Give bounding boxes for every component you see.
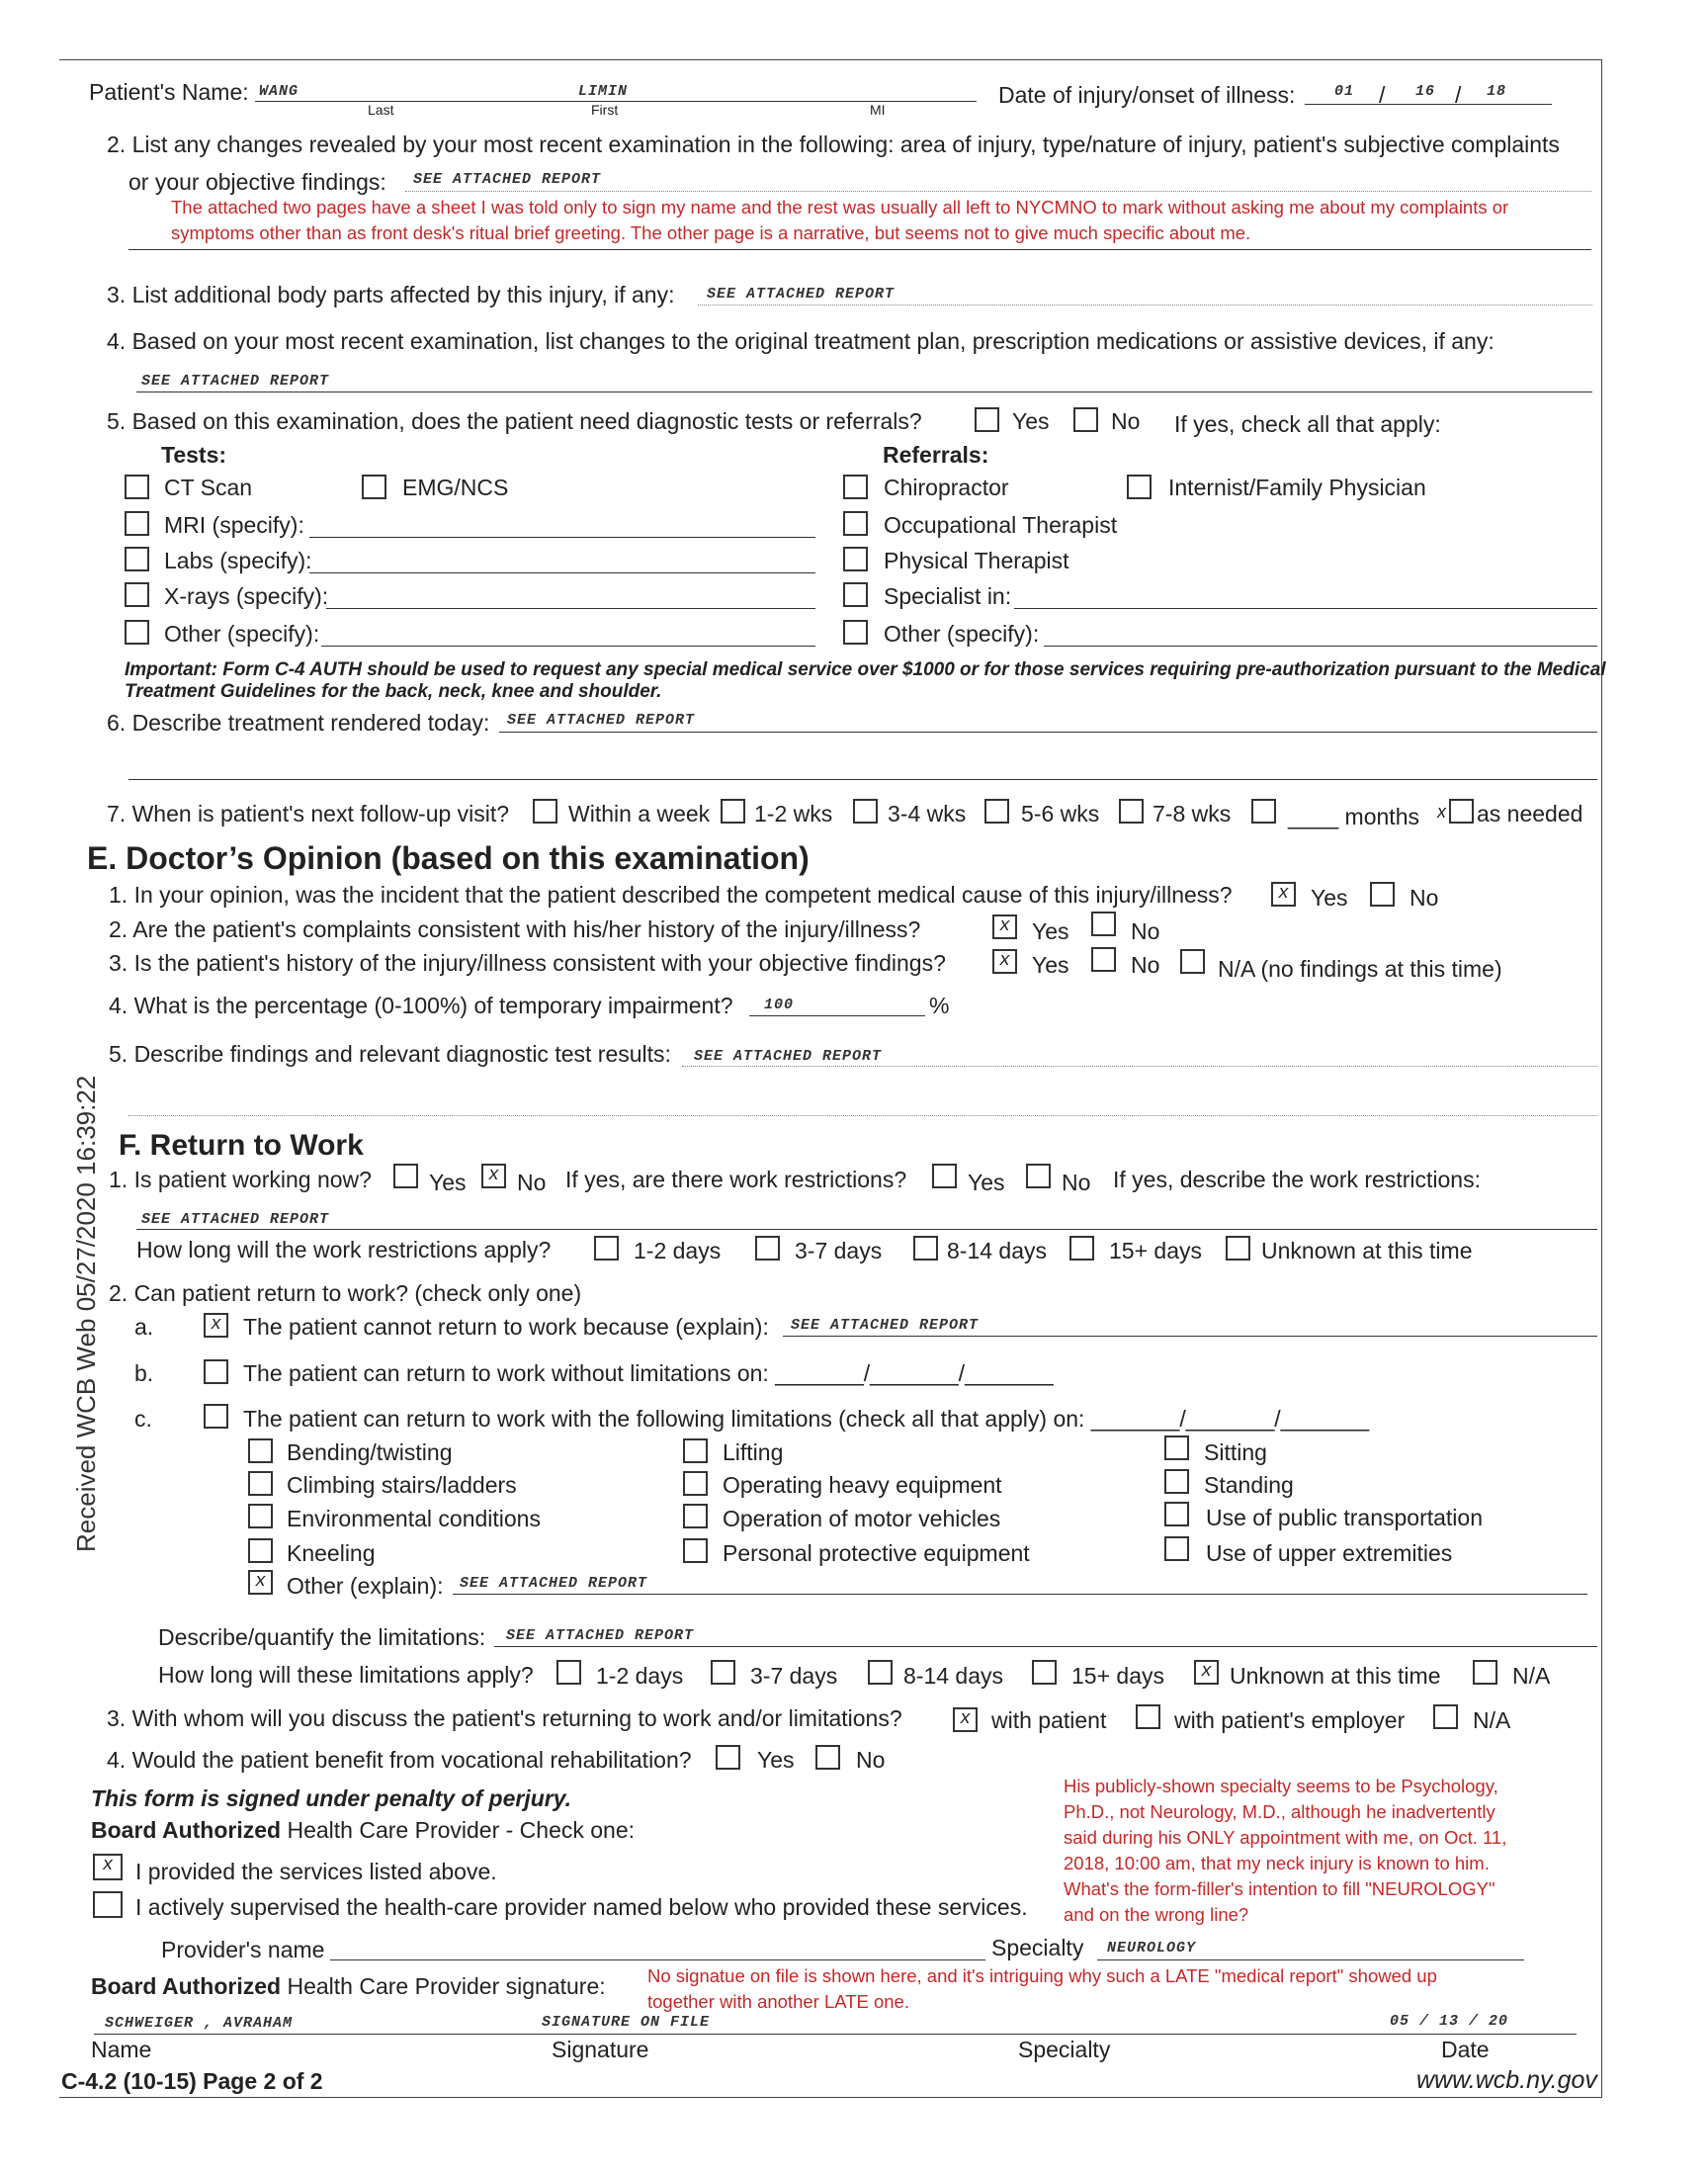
q2-value: SEE ATTACHED REPORT: [413, 171, 602, 188]
lim-public-checkbox[interactable]: [1164, 1502, 1189, 1526]
labs-label: Labs (specify):: [164, 548, 312, 573]
name-caption: Name: [91, 2037, 152, 2062]
f-hl-814-checkbox[interactable]: [913, 1236, 938, 1261]
f-q1-yes-checkbox[interactable]: [393, 1164, 418, 1188]
lim-lifting-label: Lifting: [723, 1439, 784, 1465]
q6-text: 6. Describe treatment rendered today:: [107, 710, 490, 736]
specialty-annotation-4: What's the form-filler's intention to fill "NEUROLOGY": [1064, 1878, 1495, 1899]
describe-lim-value: SEE ATTACHED REPORT: [506, 1627, 695, 1644]
f-hl-12-checkbox[interactable]: [594, 1236, 619, 1261]
important-line2: Treatment Guidelines for the back, neck, knee and shoulder.: [125, 681, 662, 702]
f-q3: 3. With whom will you discuss the patient's returning to work and/or limitations?: [107, 1705, 902, 1731]
patient-first-value: LIMIN: [578, 83, 629, 100]
bahcp-bold: Board Authorized: [91, 1817, 282, 1843]
lim-sitting-label: Sitting: [1204, 1439, 1267, 1465]
q2-text-line1: 2. List any changes revealed by your most recent examination in the following: area of injury, type/nature of injury, patient's subjective complaints: [107, 131, 1560, 157]
with-employer-label: with patient's employer: [1174, 1707, 1406, 1733]
lim-standing-checkbox[interactable]: [1164, 1469, 1189, 1494]
referrals-heading: Referrals:: [883, 442, 989, 468]
doi-label: Date of injury/onset of illness:: [998, 82, 1296, 108]
provided-label: I provided the services listed above.: [135, 1859, 497, 1884]
lim-other-value: SEE ATTACHED REPORT: [460, 1575, 648, 1592]
last-caption: Last: [368, 102, 394, 118]
q2-text-line2: or your objective findings:: [128, 169, 386, 195]
lim-heavy-label: Operating heavy equipment: [723, 1472, 1002, 1498]
lim-other-label: Other (explain):: [287, 1573, 444, 1599]
f-hl-37-label: 3-7 days: [795, 1238, 883, 1263]
tests-heading: Tests:: [161, 442, 227, 468]
e-q3: 3. Is the patient's history of the injury/illness consistent with your objective findings?: [109, 950, 946, 976]
f-how-long: How long will the work restrictions apply?: [136, 1237, 552, 1262]
q5-no-label: No: [1111, 408, 1141, 434]
q6-value: SEE ATTACHED REPORT: [507, 712, 696, 729]
followup-12-checkbox[interactable]: [721, 799, 745, 824]
f-hl-15-label: 15+ days: [1109, 1238, 1202, 1263]
lim-hl-814-checkbox[interactable]: [868, 1660, 893, 1685]
supervised-label: I actively supervised the health-care provider named below who provided these services.: [135, 1894, 1028, 1920]
f-c-text: The patient can return to work with the following limitations (check all that apply) on: _______/_______/_______: [243, 1406, 1370, 1432]
e-q1-no-label: No: [1409, 885, 1439, 911]
lim-kneeling-label: Kneeling: [287, 1540, 376, 1566]
mri-label: MRI (specify):: [164, 512, 304, 538]
provider-signature-label: [91, 1975, 606, 1998]
e-q3-yes-label: Yes: [1032, 952, 1069, 978]
pt-label: Physical Therapist: [884, 548, 1069, 573]
f-q3-na-checkbox[interactable]: [1433, 1704, 1458, 1729]
tests-other-checkbox[interactable]: [125, 620, 149, 645]
f-c-checkbox[interactable]: [204, 1404, 228, 1429]
f-describe: If yes, describe the work restrictions:: [1113, 1167, 1481, 1192]
xrays-checkbox[interactable]: [125, 582, 149, 607]
ot-label: Occupational Therapist: [884, 512, 1118, 538]
f-hl-12-label: 1-2 days: [634, 1238, 722, 1263]
followup-week-checkbox[interactable]: [533, 799, 557, 824]
f-a-value: SEE ATTACHED REPORT: [791, 1317, 980, 1334]
date-caption: Date: [1441, 2037, 1490, 2062]
f-q4: 4. Would the patient benefit from vocational rehabilitation?: [107, 1747, 692, 1773]
q5-text: 5. Based on this examination, does the patient need diagnostic tests or referrals?: [107, 408, 922, 434]
lim-lifting-checkbox[interactable]: [683, 1438, 708, 1463]
ot-checkbox[interactable]: [843, 511, 868, 536]
q5-yes-label: Yes: [1012, 408, 1050, 434]
q3-value: SEE ATTACHED REPORT: [707, 286, 896, 303]
xrays-label: X-rays (specify):: [164, 583, 329, 609]
mi-caption: MI: [870, 102, 886, 118]
f-b-text: The patient can return to work without limitations on: _______/_______/_______: [243, 1360, 1054, 1386]
lim-climbing-checkbox[interactable]: [248, 1471, 273, 1496]
how-long-lim: How long will these limitations apply?: [158, 1662, 534, 1688]
f-restr-no-checkbox[interactable]: [1026, 1164, 1051, 1188]
signature-annotation-line2: together with another LATE one.: [647, 1991, 909, 2012]
f-q1-yes-label: Yes: [429, 1170, 467, 1195]
lim-kneeling-checkbox[interactable]: [248, 1538, 273, 1563]
lim-bending-label: Bending/twisting: [287, 1439, 453, 1465]
followup-12-label: 1-2 wks: [754, 801, 833, 826]
form-id: C-4.2 (10-15) Page 2 of 2: [61, 2068, 323, 2094]
followup-34-checkbox[interactable]: [853, 799, 878, 824]
lim-hl-12-checkbox[interactable]: [556, 1660, 581, 1685]
lim-public-label: Use of public transportation: [1206, 1505, 1483, 1530]
f-hl-15-checkbox[interactable]: [1069, 1236, 1094, 1261]
f-c-letter: c.: [134, 1406, 152, 1432]
f-q2-prefix: [109, 1282, 581, 1305]
doi-day: 16: [1415, 83, 1436, 100]
followup-34-label: 3-4 wks: [888, 801, 967, 826]
followup-week-label: Within a week: [568, 801, 711, 826]
e-q2-no-checkbox[interactable]: [1091, 912, 1116, 936]
name-value: SCHWEIGER , AVRAHAM: [105, 2015, 294, 2032]
lim-motor-label: Operation of motor vehicles: [723, 1506, 1001, 1531]
f-hl-unknown-label: Unknown at this time: [1261, 1238, 1473, 1263]
q7-text: 7. When is patient's next follow-up visit?: [107, 801, 510, 826]
signature-annotation-line1: No signatue on file is shown here, and it's intriguing why such a LATE "medical report" showed up: [647, 1965, 1437, 1986]
bahcp-check-one: [91, 1819, 635, 1842]
ct-scan-checkbox[interactable]: [125, 475, 149, 499]
f-q1-no-checkbox[interactable]: x: [481, 1164, 506, 1188]
f-restrictions-q: If yes, are there work restrictions?: [565, 1167, 907, 1192]
voc-no-label: No: [856, 1747, 886, 1773]
specialty-annotation-3: 2018, 10:00 am, that my neck injury is known to him.: [1064, 1853, 1490, 1873]
voc-no-checkbox[interactable]: [815, 1745, 840, 1770]
important-line1: Important: Form C-4 AUTH should be used to request any special medical service over $1000 or for those services requiring pre-authorization pursuant to the Medical: [125, 659, 1606, 680]
f-b-checkbox[interactable]: [204, 1359, 228, 1384]
lim-ppe-checkbox[interactable]: [683, 1538, 708, 1563]
patient-last-value: WANG: [259, 83, 299, 100]
followup-months-checkbox[interactable]: [1251, 799, 1276, 824]
bahcp-rest: Health Care Provider - Check one:: [281, 1817, 636, 1843]
followup-78-label: 7-8 wks: [1153, 801, 1232, 826]
specialist-label: Specialist in:: [884, 583, 1012, 609]
sig-bold: Board Authorized: [91, 1973, 282, 1999]
e-q2-yes-label: Yes: [1032, 918, 1069, 944]
lim-upper-checkbox[interactable]: [1164, 1536, 1189, 1561]
followup-stray-mark: x: [1437, 802, 1446, 822]
followup-56-label: 5-6 wks: [1021, 801, 1100, 826]
specialty-annotation-2: said during his ONLY appointment with me, on Oct. 11,: [1064, 1827, 1507, 1848]
q4-text: 4. Based on your most recent examination, list changes to the original treatment plan, prescription medications or assistive devices, if any:: [107, 328, 1494, 354]
f-hl-814-label: 8-14 days: [947, 1238, 1048, 1263]
specialty-annotation-0: His publicly-shown specialty seems to be Psychology,: [1064, 1776, 1498, 1796]
received-stamp: Received WCB Web 05/27/2020 16:39:22: [71, 1075, 101, 1552]
ct-scan-label: CT Scan: [164, 475, 253, 500]
specialty-annotation-5: and on the wrong line?: [1064, 1904, 1249, 1925]
supervised-checkbox[interactable]: [93, 1891, 123, 1918]
lim-hl-15-checkbox[interactable]: [1032, 1660, 1057, 1685]
lim-hl-12-label: 1-2 days: [596, 1663, 684, 1689]
provider-name-label: Provider's name: [161, 1937, 325, 1962]
specialty-label: Specialty: [991, 1935, 1084, 1960]
sig-rest: Health Care Provider signature:: [281, 1973, 606, 1999]
lim-env-label: Environmental conditions: [287, 1506, 541, 1531]
e-q3-na-label: N/A (no findings at this time): [1218, 956, 1502, 982]
lim-heavy-checkbox[interactable]: [683, 1471, 708, 1496]
lim-hl-37-checkbox[interactable]: [711, 1660, 735, 1685]
q5-no-checkbox[interactable]: [1073, 407, 1098, 432]
e-q1-no-checkbox[interactable]: [1370, 882, 1395, 907]
followup-56-checkbox[interactable]: [984, 799, 1009, 824]
lim-hl-15-label: 15+ days: [1071, 1663, 1164, 1689]
lim-hl-37-label: 3-7 days: [750, 1663, 838, 1689]
doi-month: 01: [1334, 83, 1355, 100]
lim-other-checkbox[interactable]: x: [248, 1570, 273, 1595]
lim-climbing-label: Climbing stairs/ladders: [287, 1472, 517, 1498]
f-restr-no-label: No: [1062, 1170, 1091, 1195]
f-restr-yes-label: Yes: [968, 1170, 1005, 1195]
e-q4-pct: %: [929, 993, 950, 1018]
followup-as-needed-label: as needed: [1477, 801, 1583, 826]
voc-yes-label: Yes: [757, 1747, 795, 1773]
internist-checkbox[interactable]: [1127, 475, 1152, 499]
internist-label: Internist/Family Physician: [1168, 475, 1426, 500]
with-employer-checkbox[interactable]: [1136, 1704, 1160, 1729]
e-q2-yes-checkbox[interactable]: x: [992, 914, 1017, 939]
doi-year: 18: [1487, 83, 1507, 100]
f-hl-unknown-checkbox[interactable]: [1226, 1236, 1250, 1261]
e-q3-no-checkbox[interactable]: [1091, 947, 1116, 972]
e-q3-no-label: No: [1131, 952, 1160, 978]
date-value: 05 / 13 / 20: [1390, 2013, 1509, 2030]
q2-annotation-line1: The attached two pages have a sheet I was told only to sign my name and the rest was usually all left to NYCMNO to mark without asking me about my complaints or: [171, 197, 1509, 218]
e-q4: 4. What is the percentage (0-100%) of temporary impairment?: [109, 993, 733, 1018]
provided-checkbox[interactable]: x: [93, 1854, 123, 1880]
f-q1-no-label: No: [517, 1170, 547, 1195]
lim-hl-814-label: 8-14 days: [903, 1663, 1004, 1689]
website-link[interactable]: www.wcb.ny.gov: [1416, 2066, 1597, 2094]
q5-yes-checkbox[interactable]: [975, 407, 999, 432]
followup-78-checkbox[interactable]: [1119, 799, 1144, 824]
perjury-text: This form is signed under penalty of perjury.: [91, 1785, 572, 1811]
followup-months-label: ____ months: [1288, 804, 1419, 829]
f-q1: 1. Is patient working now?: [109, 1167, 372, 1192]
f-q1-value: SEE ATTACHED REPORT: [141, 1211, 330, 1228]
lim-hl-unknown-checkbox[interactable]: x: [1194, 1660, 1219, 1685]
lim-motor-checkbox[interactable]: [683, 1504, 708, 1528]
section-f-heading: F. Return to Work: [119, 1129, 364, 1162]
lim-sitting-checkbox[interactable]: [1164, 1436, 1189, 1460]
specialty-caption: Specialty: [1018, 2037, 1111, 2062]
f-a-checkbox[interactable]: x: [204, 1313, 228, 1338]
f-hl-37-checkbox[interactable]: [755, 1236, 780, 1261]
signature-value: SIGNATURE ON FILE: [542, 2014, 711, 2031]
e-q4-value: 100: [764, 997, 795, 1013]
e-q2: 2. Are the patient's complaints consistent with his/her history of the injury/illness?: [109, 916, 921, 942]
lim-hl-na-label: N/A: [1512, 1663, 1551, 1689]
signature-caption: Signature: [552, 2037, 649, 2062]
voc-yes-checkbox[interactable]: [716, 1745, 740, 1770]
pt-checkbox[interactable]: [843, 547, 868, 571]
labs-checkbox[interactable]: [125, 547, 149, 571]
f-b-letter: b.: [134, 1360, 154, 1386]
e-q1: 1. In your opinion, was the incident that the patient described the competent medical cause of this injury/illness?: [109, 882, 1233, 908]
lim-bending-checkbox[interactable]: [248, 1438, 273, 1463]
specialist-checkbox[interactable]: [843, 582, 868, 607]
emg-checkbox[interactable]: [362, 475, 386, 499]
e-q3-na-checkbox[interactable]: [1180, 949, 1205, 974]
mri-checkbox[interactable]: [125, 511, 149, 536]
lim-ppe-label: Personal protective equipment: [723, 1540, 1030, 1566]
emg-label: EMG/NCS: [402, 475, 509, 500]
f-q3-na-label: N/A: [1473, 1707, 1511, 1733]
e-q1-yes-label: Yes: [1311, 885, 1348, 911]
with-patient-checkbox[interactable]: x: [953, 1707, 978, 1732]
followup-as-needed-checkbox[interactable]: [1449, 799, 1474, 824]
f-restr-yes-checkbox[interactable]: [932, 1164, 957, 1188]
tests-other-label: Other (specify):: [164, 621, 320, 647]
chiropractor-checkbox[interactable]: [843, 475, 868, 499]
with-patient-label: with patient: [991, 1707, 1107, 1733]
lim-standing-label: Standing: [1204, 1472, 1294, 1498]
lim-upper-label: Use of upper extremities: [1206, 1540, 1453, 1566]
patient-name-label: Patient's Name:: [89, 79, 249, 105]
ref-other-label: Other (specify):: [884, 621, 1040, 647]
lim-hl-unknown-label: Unknown at this time: [1230, 1663, 1441, 1689]
describe-lim-label: Describe/quantify the limitations:: [158, 1624, 486, 1650]
e-q1-yes-checkbox[interactable]: x: [1271, 882, 1296, 907]
e-q5: 5. Describe findings and relevant diagnostic test results:: [109, 1041, 671, 1067]
lim-hl-na-checkbox[interactable]: [1473, 1660, 1497, 1685]
q3-text: 3. List additional body parts affected by this injury, if any:: [107, 282, 675, 307]
f-q2: 2. Can patient return to work? (check only one): [109, 1280, 582, 1306]
q4-value: SEE ATTACHED REPORT: [141, 373, 330, 390]
first-caption: First: [591, 102, 619, 118]
f-a-text: The patient cannot return to work because (explain):: [243, 1314, 769, 1340]
lim-env-checkbox[interactable]: [248, 1504, 273, 1528]
q5-check-all: If yes, check all that apply:: [1174, 411, 1441, 437]
e-q3-yes-checkbox[interactable]: x: [992, 949, 1017, 974]
q2-annotation-line2: symptoms other than as front desk's ritual brief greeting. The other page is a narrative, but seems not to give much specific about me.: [171, 222, 1251, 243]
specialty-annotation-1: Ph.D., not Neurology, M.D., although he inadvertently: [1064, 1801, 1495, 1822]
specialty-value: NEUROLOGY: [1107, 1940, 1197, 1957]
e-q5-value: SEE ATTACHED REPORT: [694, 1048, 883, 1065]
f-a-letter: a.: [134, 1314, 154, 1340]
e-q2-no-label: No: [1131, 918, 1160, 944]
chiropractor-label: Chiropractor: [884, 475, 1009, 500]
section-e-heading: E. Doctor’s Opinion (based on this examination): [87, 840, 810, 876]
ref-other-checkbox[interactable]: [843, 620, 868, 645]
